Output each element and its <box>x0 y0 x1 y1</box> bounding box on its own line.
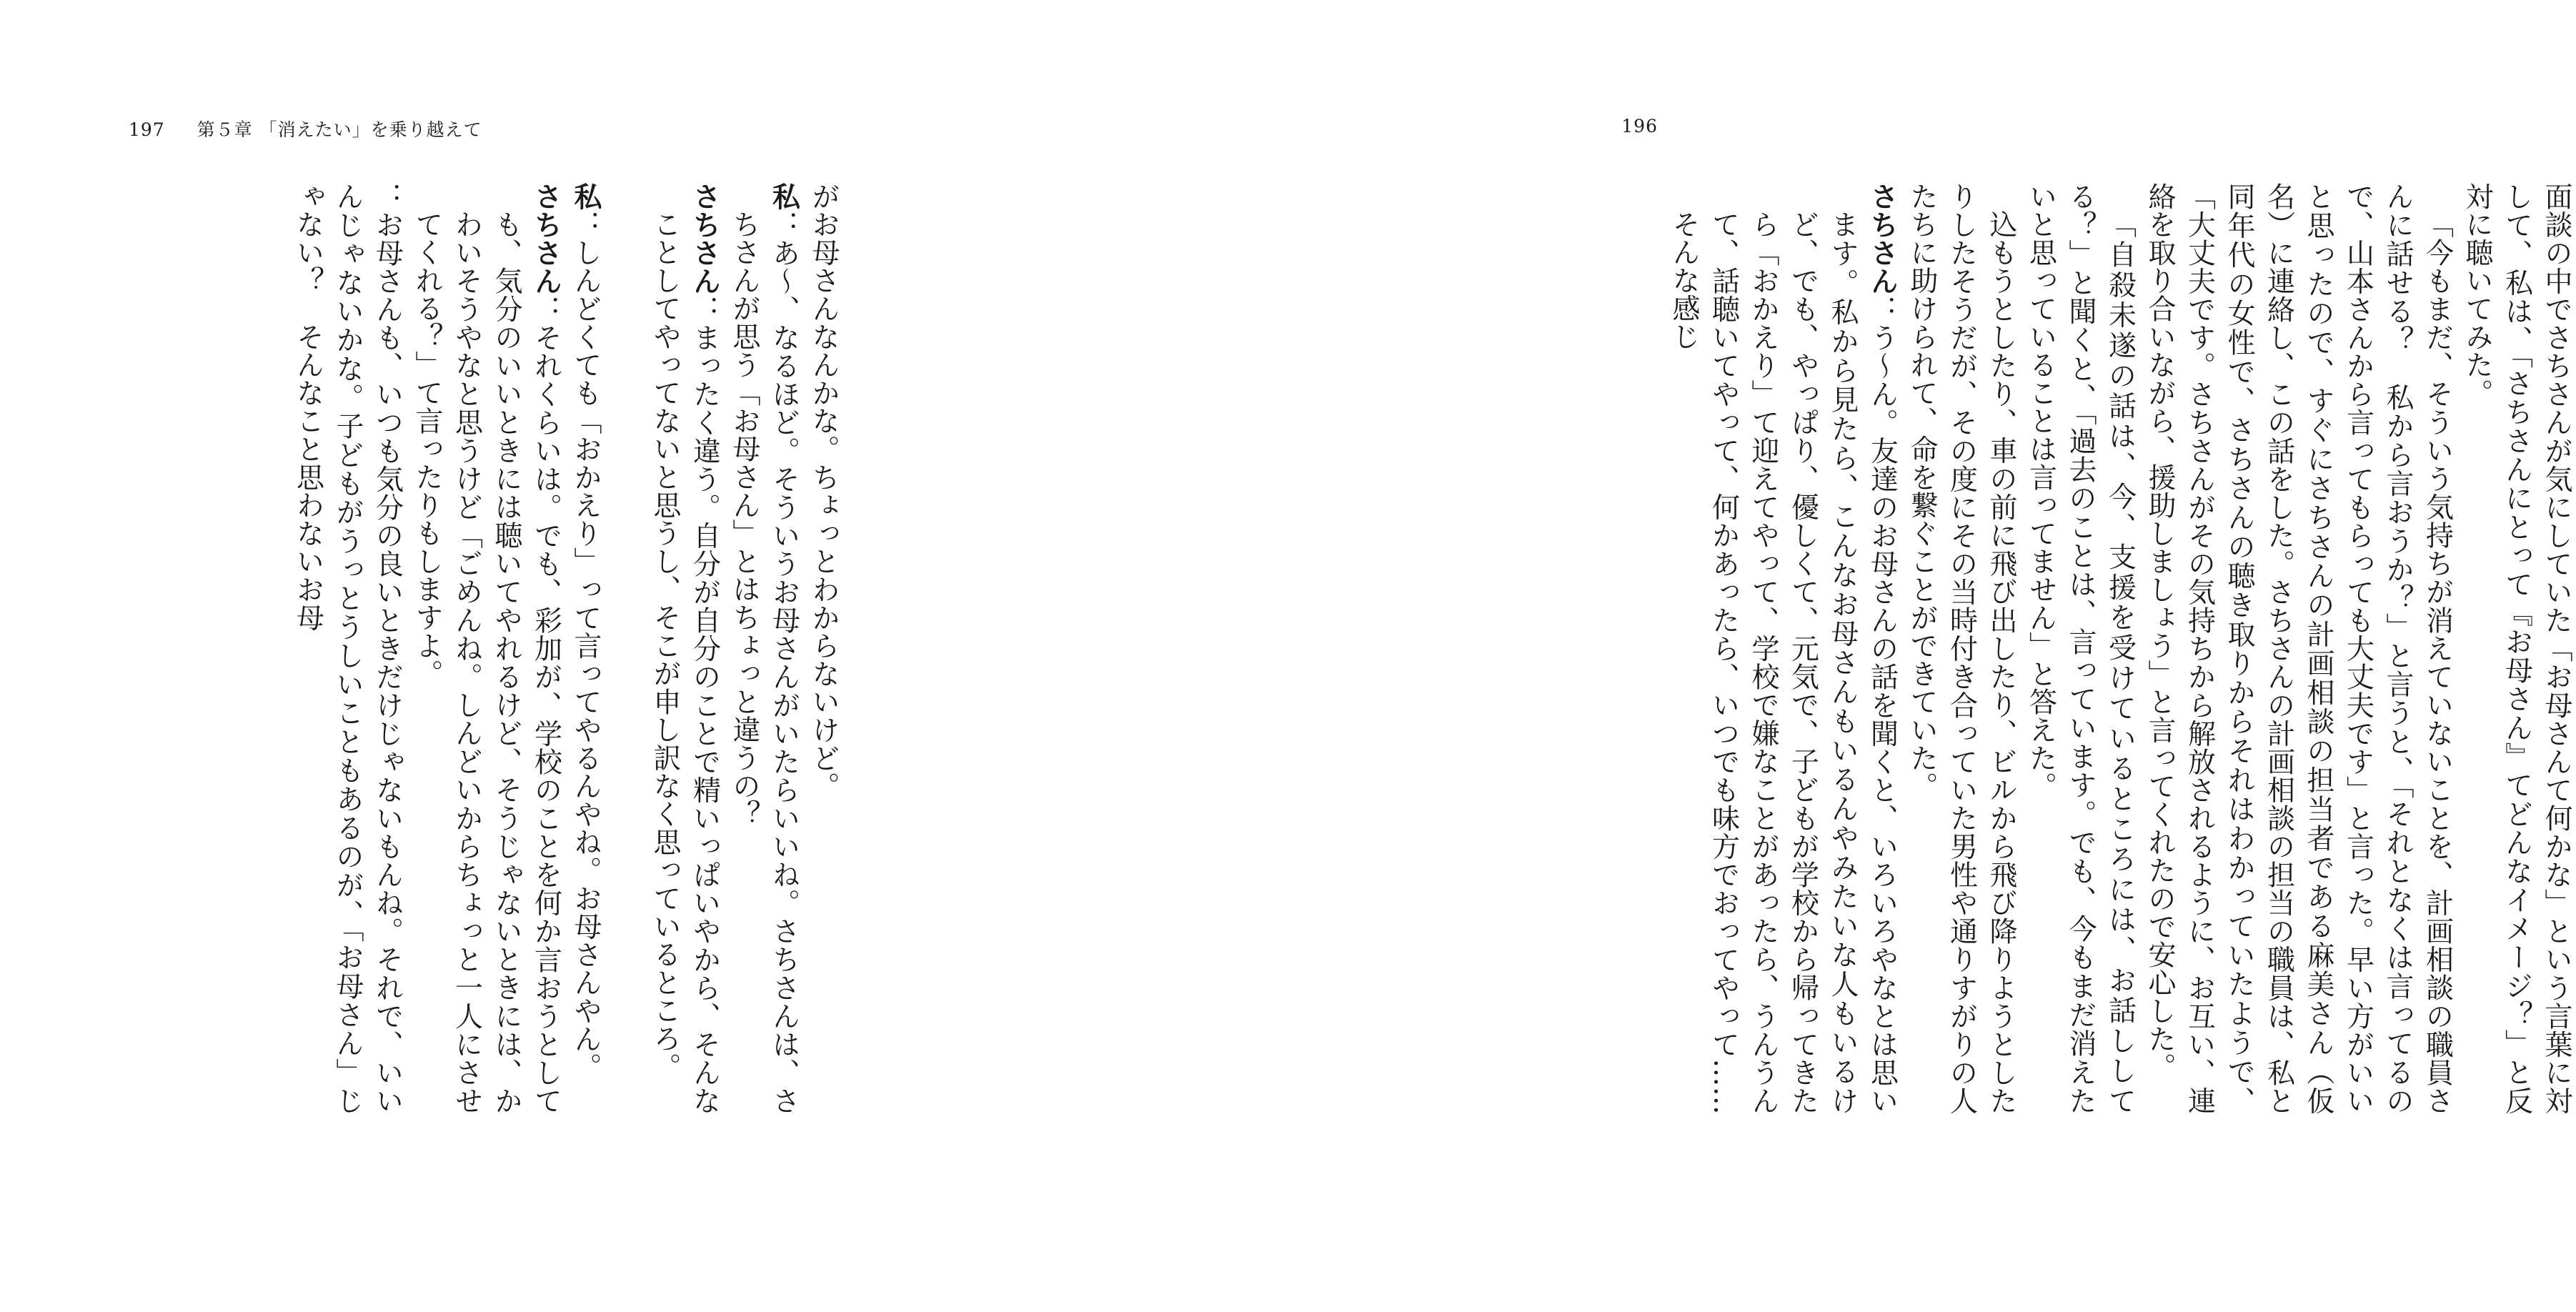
dialogue-line <box>566 182 606 1115</box>
blank-line <box>605 182 645 1115</box>
speaker-name: 私 <box>767 182 800 211</box>
body-paragraph: 「自殺未遂の話は、今、支援を受けているところには、お話ししてる？」と聞くと、「過去のことは、言っています。でも、今もまだ消えたいと思っていることは言ってません」と答えた。 <box>2024 182 2137 1115</box>
chapter-title: 第５章 「消えたい」を乗り越えて <box>197 119 482 140</box>
page-number: 196 <box>1621 116 1658 136</box>
right-page-body <box>1668 182 2576 1115</box>
speaker-name: さちさん <box>1866 182 1899 296</box>
dialogue-text: ：あ～、なるほど。そういうお母さんがいたらいいね。さちさんは、さちさんが思う「お母さん」とはちょっと違うの？ <box>728 210 800 1115</box>
dialogue-text: がお母さんなんかな。ちょっとわからないけど。 <box>807 182 840 800</box>
continuation-text: ：お母さんも、いつも気分の良いときだけじゃないもんね。それで、いいんじゃないかな。子どもがうっとうしいこともあるのが、「お母さん」じゃない？ そんなこと思わないお母 <box>292 182 404 1115</box>
right-page <box>893 0 2572 1312</box>
dialogue-line <box>645 182 725 1115</box>
dialogue-text: ：う～ん。友達のお母さんの話を聞くと、いろいろやなとは思います。私から見たら、こんなお母さんもいるんやみたいな人もいるけど、でも、やっぱり、優しくて、元気で、子どもが学校から帰ってきたら「おかえり」て迎えてやって、学校で嫌なことがあったら、うんうんて、話聴いてやって、何かあったら、いつでも味方でおってやって……そんな感じ <box>1668 210 1899 1115</box>
dialogue-line <box>407 182 566 1115</box>
speaker-name: 私 <box>570 182 602 211</box>
dialogue-text: ：それくらいは。でも、彩加が、学校のことを何か言おうとしても、気分のいいときには聴いてやれるけど、そうじゃないときには、かわいそうやなと思うけど「ごめんね。しんどいからちょっと一人にさせてくれる？」て言ったりもしますよ。 <box>411 210 562 1115</box>
dialogue-line <box>1664 182 1902 1115</box>
speaker-name: さちさん <box>688 182 721 296</box>
left-page <box>0 0 893 1312</box>
dialogue-line <box>725 182 804 1115</box>
dialogue-line <box>804 182 844 1115</box>
body-paragraph: 「今もまだ、そういう気持ちが消えていないことを、計画相談の職員さんに話せる？ 私から言おうか？」と言うと、「それとなくは言ってるので、山本さんから言ってもらっても大丈夫です」と言った。早い方がいいと思ったので、すぐにさちさんの計画相談の担当者である麻美さん（仮名）に連絡し、この話をした。さちさんの計画相談の担当の職員は、私と同年代の女性で、さちさんの聴き取りからそれはわかっていたようで、「大丈夫です。さちさんがその気持ちから解放されるように、お互い、連絡を取り合いながら、援助しましょう」と言ってくれたので安心した。 <box>2144 182 2454 1115</box>
page-number: 197 <box>129 119 165 140</box>
speaker-name: さちさん <box>529 182 562 296</box>
continuation-text: 面談の中でさちさんが気にしていた「お母さんて何かな」という言葉に対して、私は、「さちさんにとって『お母さん』てどんなイメージ？」と反対に聴いてみた。 <box>2461 182 2572 1115</box>
left-page-body <box>104 182 843 1115</box>
dialogue-text: ：しんどくても「おかえり」って言ってやるんやね。お母さんやん。 <box>570 210 602 1081</box>
dialogue-text: ：まったく違う。自分が自分のことで精いっぱいやから、そんなことしてやってないと思うし、そこが申し訳なく思っているところ。 <box>649 210 721 1115</box>
body-paragraph: 込もうとしたり、車の前に飛び出したり、ビルから飛び降りようとしたりしたそうだが、その度にその当時付き合っていた男性や通りすがりの人たちに助けられて、命を繋ぐことができていた。 <box>1906 182 2017 1115</box>
running-header <box>129 116 482 141</box>
